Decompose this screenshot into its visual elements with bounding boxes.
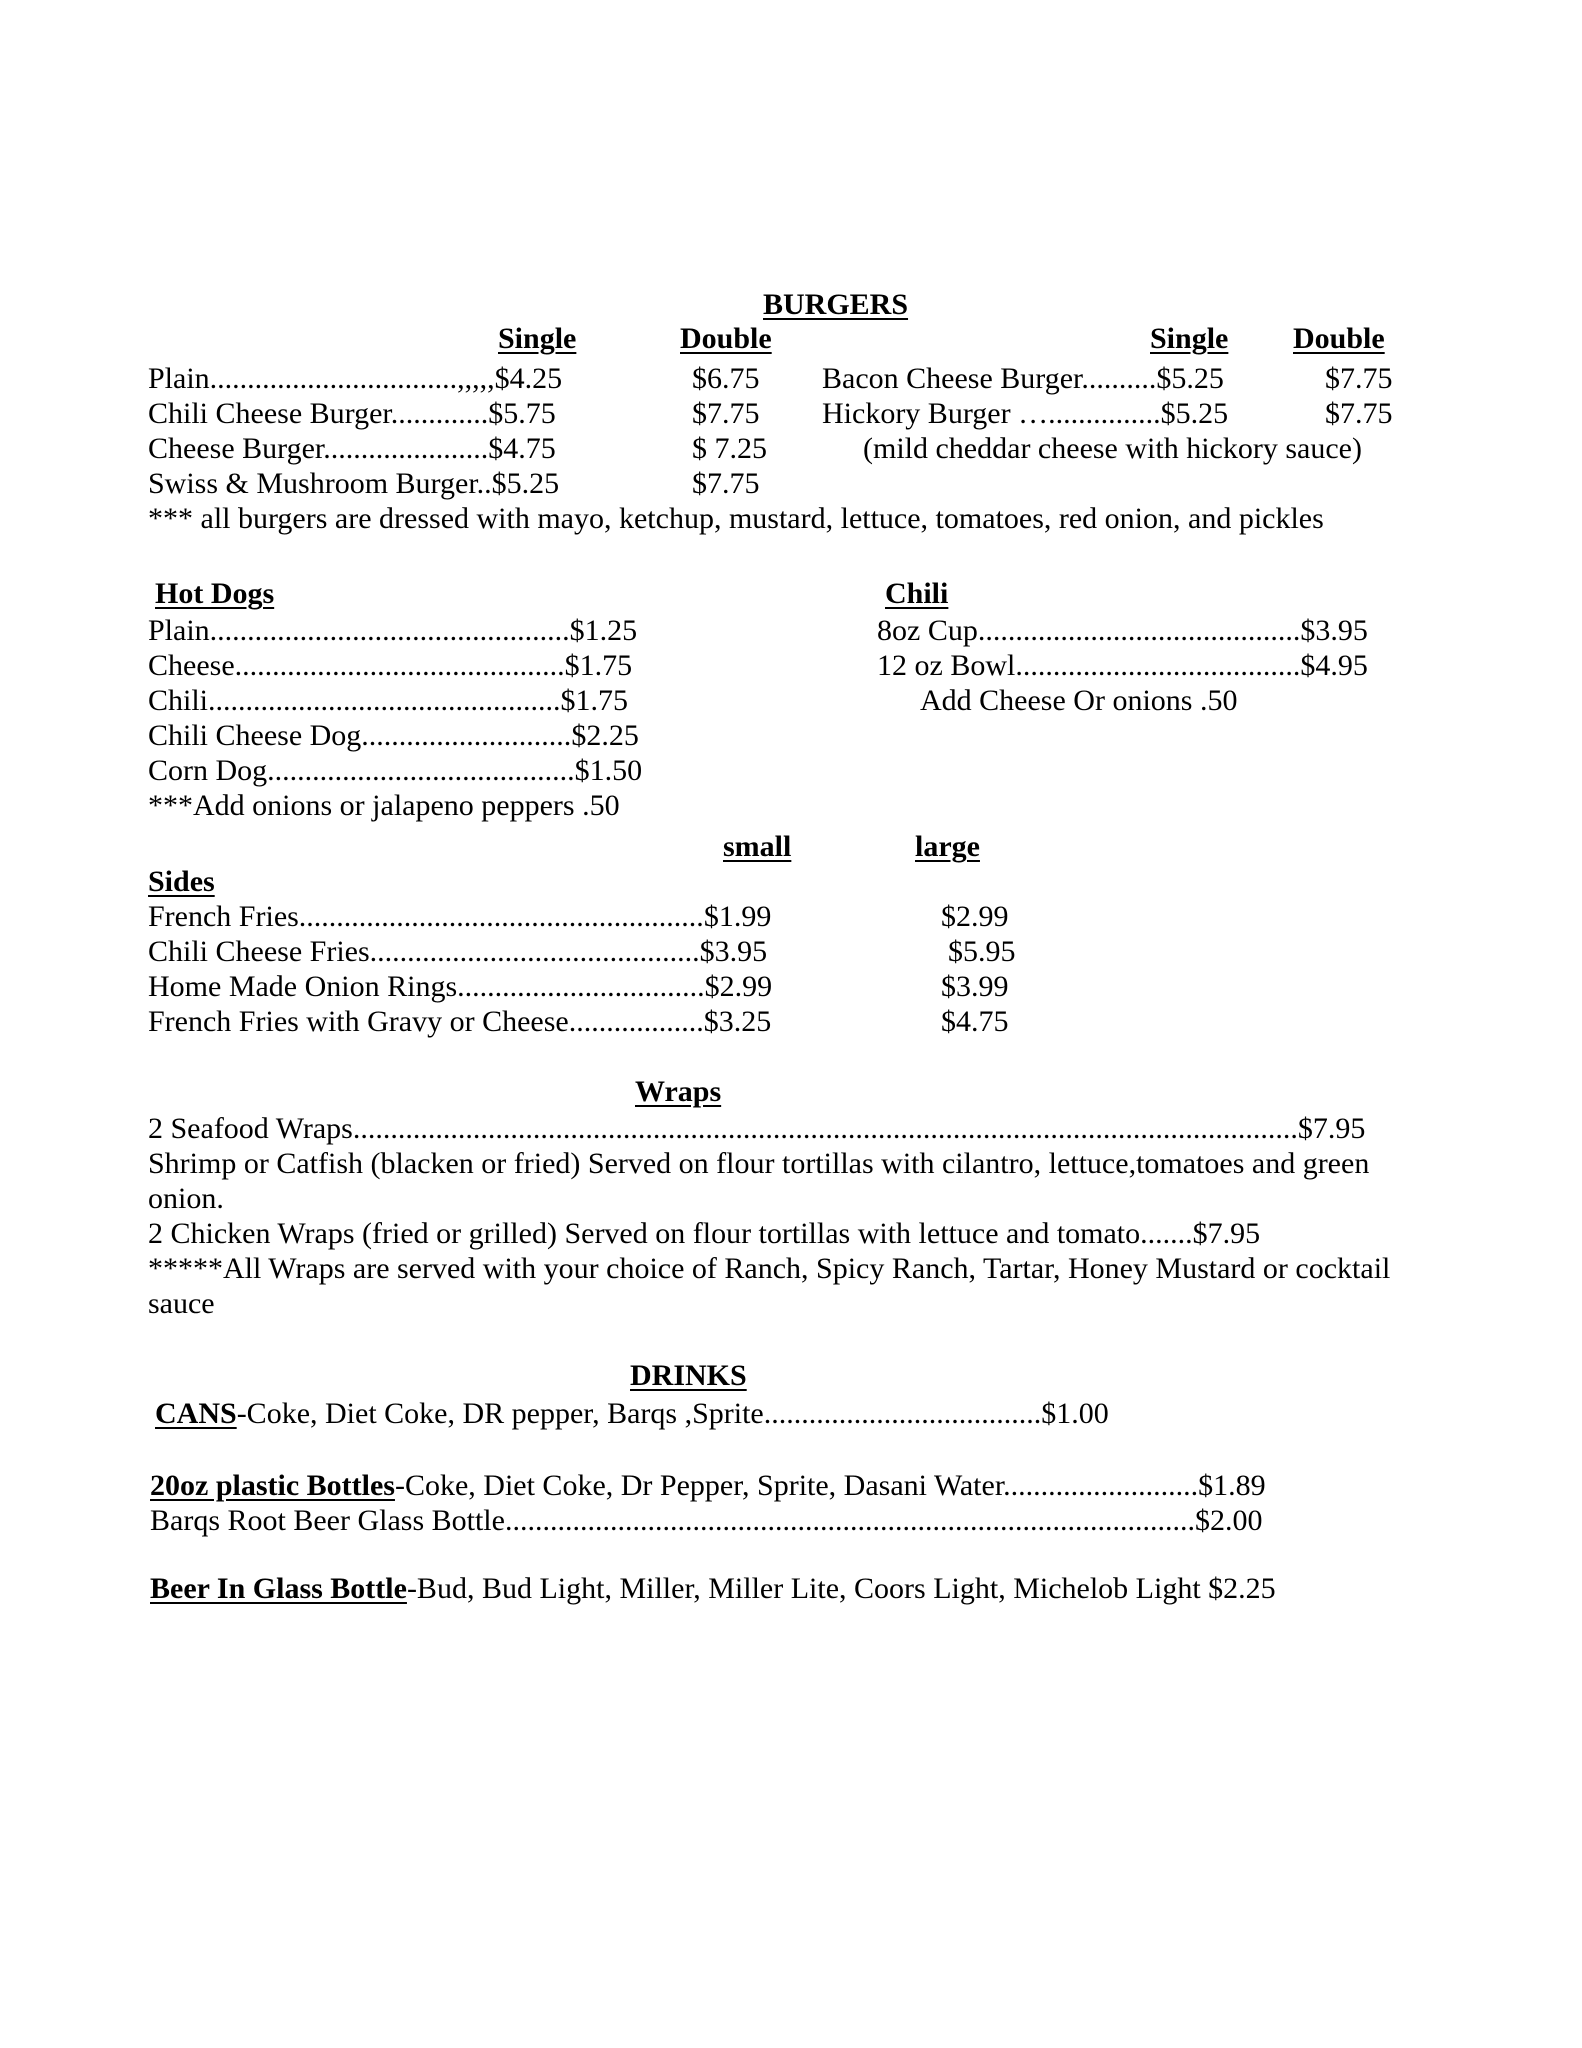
hot-dogs-section-title: Hot Dogs bbox=[155, 577, 275, 610]
drink-row-beer bbox=[150, 1571, 1276, 1606]
chili-item-label: 12 oz Bowl...................................... bbox=[877, 649, 1301, 682]
wraps-section-title: Wraps bbox=[635, 1075, 722, 1108]
side-row bbox=[148, 899, 771, 934]
burgers-section-title: BURGERS bbox=[763, 288, 909, 321]
bottles-items: -Coke, Diet Coke, Dr Pepper, Sprite, Dasani Water.......................... bbox=[394, 1469, 1199, 1502]
cans-label: CANS bbox=[155, 1397, 237, 1430]
side-item-label: Home Made Onion Rings................................. bbox=[148, 970, 705, 1003]
hot-dog-item-label: Chili Cheese Dog............................ bbox=[148, 719, 572, 752]
side-row bbox=[148, 934, 767, 969]
wraps-footnote: sauce bbox=[148, 1287, 215, 1320]
bottles-label: 20oz plastic Bottles bbox=[150, 1469, 395, 1502]
side-item-label: French Fries with Gravy or Cheese.................. bbox=[148, 1005, 704, 1038]
burgers-right-single-header: Single bbox=[1150, 322, 1229, 355]
burger-row bbox=[148, 361, 562, 396]
burger-double-price: $ 7.25 bbox=[692, 432, 767, 465]
chili-price: $3.95 bbox=[1300, 614, 1368, 647]
hickory-burger-note: (mild cheddar cheese with hickory sauce) bbox=[863, 432, 1362, 465]
side-item-label: Chili Cheese Fries............................................ bbox=[148, 935, 700, 968]
chili-price: $4.95 bbox=[1300, 649, 1368, 682]
burgers-right-double-header: Double bbox=[1293, 322, 1385, 355]
hot-dog-row bbox=[148, 753, 642, 788]
hot-dog-item-label: Chili............................................... bbox=[148, 684, 561, 717]
hot-dog-row bbox=[148, 613, 637, 648]
seafood-wrap-description: onion. bbox=[148, 1182, 224, 1215]
sides-large-header: large bbox=[915, 830, 980, 863]
hot-dog-price: $2.25 bbox=[571, 719, 639, 752]
chili-section-title: Chili bbox=[885, 577, 949, 610]
burgers-left-single-header: Single bbox=[498, 322, 577, 355]
drink-row-cans bbox=[155, 1396, 1109, 1431]
burger-row bbox=[822, 396, 1228, 431]
wrap-item-label: 2 Chicken Wraps (fried or grilled) Served on flour tortillas with lettuce and tomato....... bbox=[148, 1217, 1193, 1250]
seafood-wrap-description: Shrimp or Catfish (blacken or fried) Served on flour tortillas with cilantro, lettuce,tomatoes and green bbox=[148, 1147, 1370, 1180]
side-row bbox=[148, 1004, 771, 1039]
hot-dog-item-label: Corn Dog......................................... bbox=[148, 754, 575, 787]
hot-dog-price: $1.50 bbox=[574, 754, 643, 787]
burger-single-price: $5.25 bbox=[1156, 362, 1224, 395]
wraps-footnote: *****All Wraps are served with your choice of Ranch, Spicy Ranch, Tartar, Honey Mustard or cocktail bbox=[148, 1252, 1391, 1285]
wrap-row bbox=[148, 1216, 1260, 1251]
wrap-row bbox=[148, 1111, 1365, 1146]
burger-single-price: $5.75 bbox=[488, 397, 556, 430]
burger-single-price: $4.75 bbox=[488, 432, 556, 465]
drink-row-bottles bbox=[150, 1468, 1266, 1503]
burger-item-label: Plain.................................,,,,, bbox=[148, 362, 495, 395]
burger-item-label: Hickory Burger …............... bbox=[822, 397, 1161, 430]
side-item-label: French Fries...................................................... bbox=[148, 900, 704, 933]
hot-dog-item-label: Cheese............................................ bbox=[148, 649, 565, 682]
hot-dog-price: $1.75 bbox=[564, 649, 633, 682]
wrap-price: $7.95 bbox=[1192, 1217, 1261, 1250]
barqs-price: $2.00 bbox=[1194, 1504, 1263, 1537]
side-small-price: $1.99 bbox=[703, 900, 772, 933]
side-large-price: $4.75 bbox=[941, 1005, 1009, 1038]
hot-dog-row bbox=[148, 718, 639, 753]
drink-row-barqs bbox=[150, 1503, 1262, 1538]
drinks-section-title: DRINKS bbox=[630, 1359, 747, 1392]
cans-items: -Coke, Diet Coke, DR pepper, Barqs ,Sprite..................................... bbox=[236, 1397, 1042, 1430]
beer-items: -Bud, Bud Light, Miller, Miller Lite, Coors Light, Michelob Light bbox=[406, 1572, 1209, 1605]
burger-single-price: $5.25 bbox=[1160, 397, 1229, 430]
chili-row bbox=[877, 648, 1368, 683]
side-large-price: $2.99 bbox=[941, 900, 1009, 933]
hot-dog-row bbox=[148, 683, 628, 718]
cans-price: $1.00 bbox=[1041, 1397, 1109, 1430]
hot-dog-price: $1.25 bbox=[569, 614, 638, 647]
chili-footnote: Add Cheese Or onions .50 bbox=[920, 684, 1238, 717]
hot-dog-price: $1.75 bbox=[560, 684, 629, 717]
burger-single-price: $4.25 bbox=[494, 362, 563, 395]
beer-label: Beer In Glass Bottle bbox=[150, 1572, 407, 1605]
burger-row bbox=[148, 396, 556, 431]
chili-item-label: 8oz Cup........................................... bbox=[877, 614, 1301, 647]
hot-dogs-footnote: ***Add onions or jalapeno peppers .50 bbox=[148, 789, 620, 822]
hot-dog-row bbox=[148, 648, 632, 683]
burger-item-label: Chili Cheese Burger............. bbox=[148, 397, 489, 430]
side-row bbox=[148, 969, 772, 1004]
burger-double-price: $7.75 bbox=[1325, 362, 1393, 395]
side-large-price: $3.99 bbox=[941, 970, 1009, 1003]
sides-section-title: Sides bbox=[148, 865, 215, 898]
sides-small-header: small bbox=[723, 830, 792, 863]
burger-row bbox=[148, 431, 556, 466]
burger-double-price: $7.75 bbox=[692, 397, 760, 430]
burger-row bbox=[148, 466, 559, 501]
side-small-price: $3.95 bbox=[699, 935, 768, 968]
side-large-price: $5.95 bbox=[948, 935, 1016, 968]
chili-row bbox=[877, 613, 1368, 648]
burger-item-label: Cheese Burger...................... bbox=[148, 432, 489, 465]
burger-double-price: $6.75 bbox=[692, 362, 760, 395]
burger-item-label: Swiss & Mushroom Burger.. bbox=[148, 467, 492, 500]
side-small-price: $3.25 bbox=[703, 1005, 772, 1038]
bottles-price: $1.89 bbox=[1198, 1469, 1266, 1502]
side-small-price: $2.99 bbox=[704, 970, 773, 1003]
burger-single-price: $5.25 bbox=[491, 467, 560, 500]
burgers-left-double-header: Double bbox=[680, 322, 772, 355]
barqs-label: Barqs Root Beer Glass Bottle............................................................................................ bbox=[150, 1504, 1195, 1537]
burger-row bbox=[822, 361, 1224, 396]
burgers-footnote: *** all burgers are dressed with mayo, ketchup, mustard, lettuce, tomatoes, red onion, and pickles bbox=[148, 502, 1324, 535]
beer-price: $2.25 bbox=[1208, 1572, 1276, 1605]
hot-dog-item-label: Plain................................................ bbox=[148, 614, 570, 647]
wrap-price: $7.95 bbox=[1297, 1112, 1366, 1145]
wrap-item-label: 2 Seafood Wraps.............................................................................................................................. bbox=[148, 1112, 1298, 1145]
burger-double-price: $7.75 bbox=[1325, 397, 1393, 430]
burger-double-price: $7.75 bbox=[692, 467, 760, 500]
burger-item-label: Bacon Cheese Burger.......... bbox=[822, 362, 1157, 395]
